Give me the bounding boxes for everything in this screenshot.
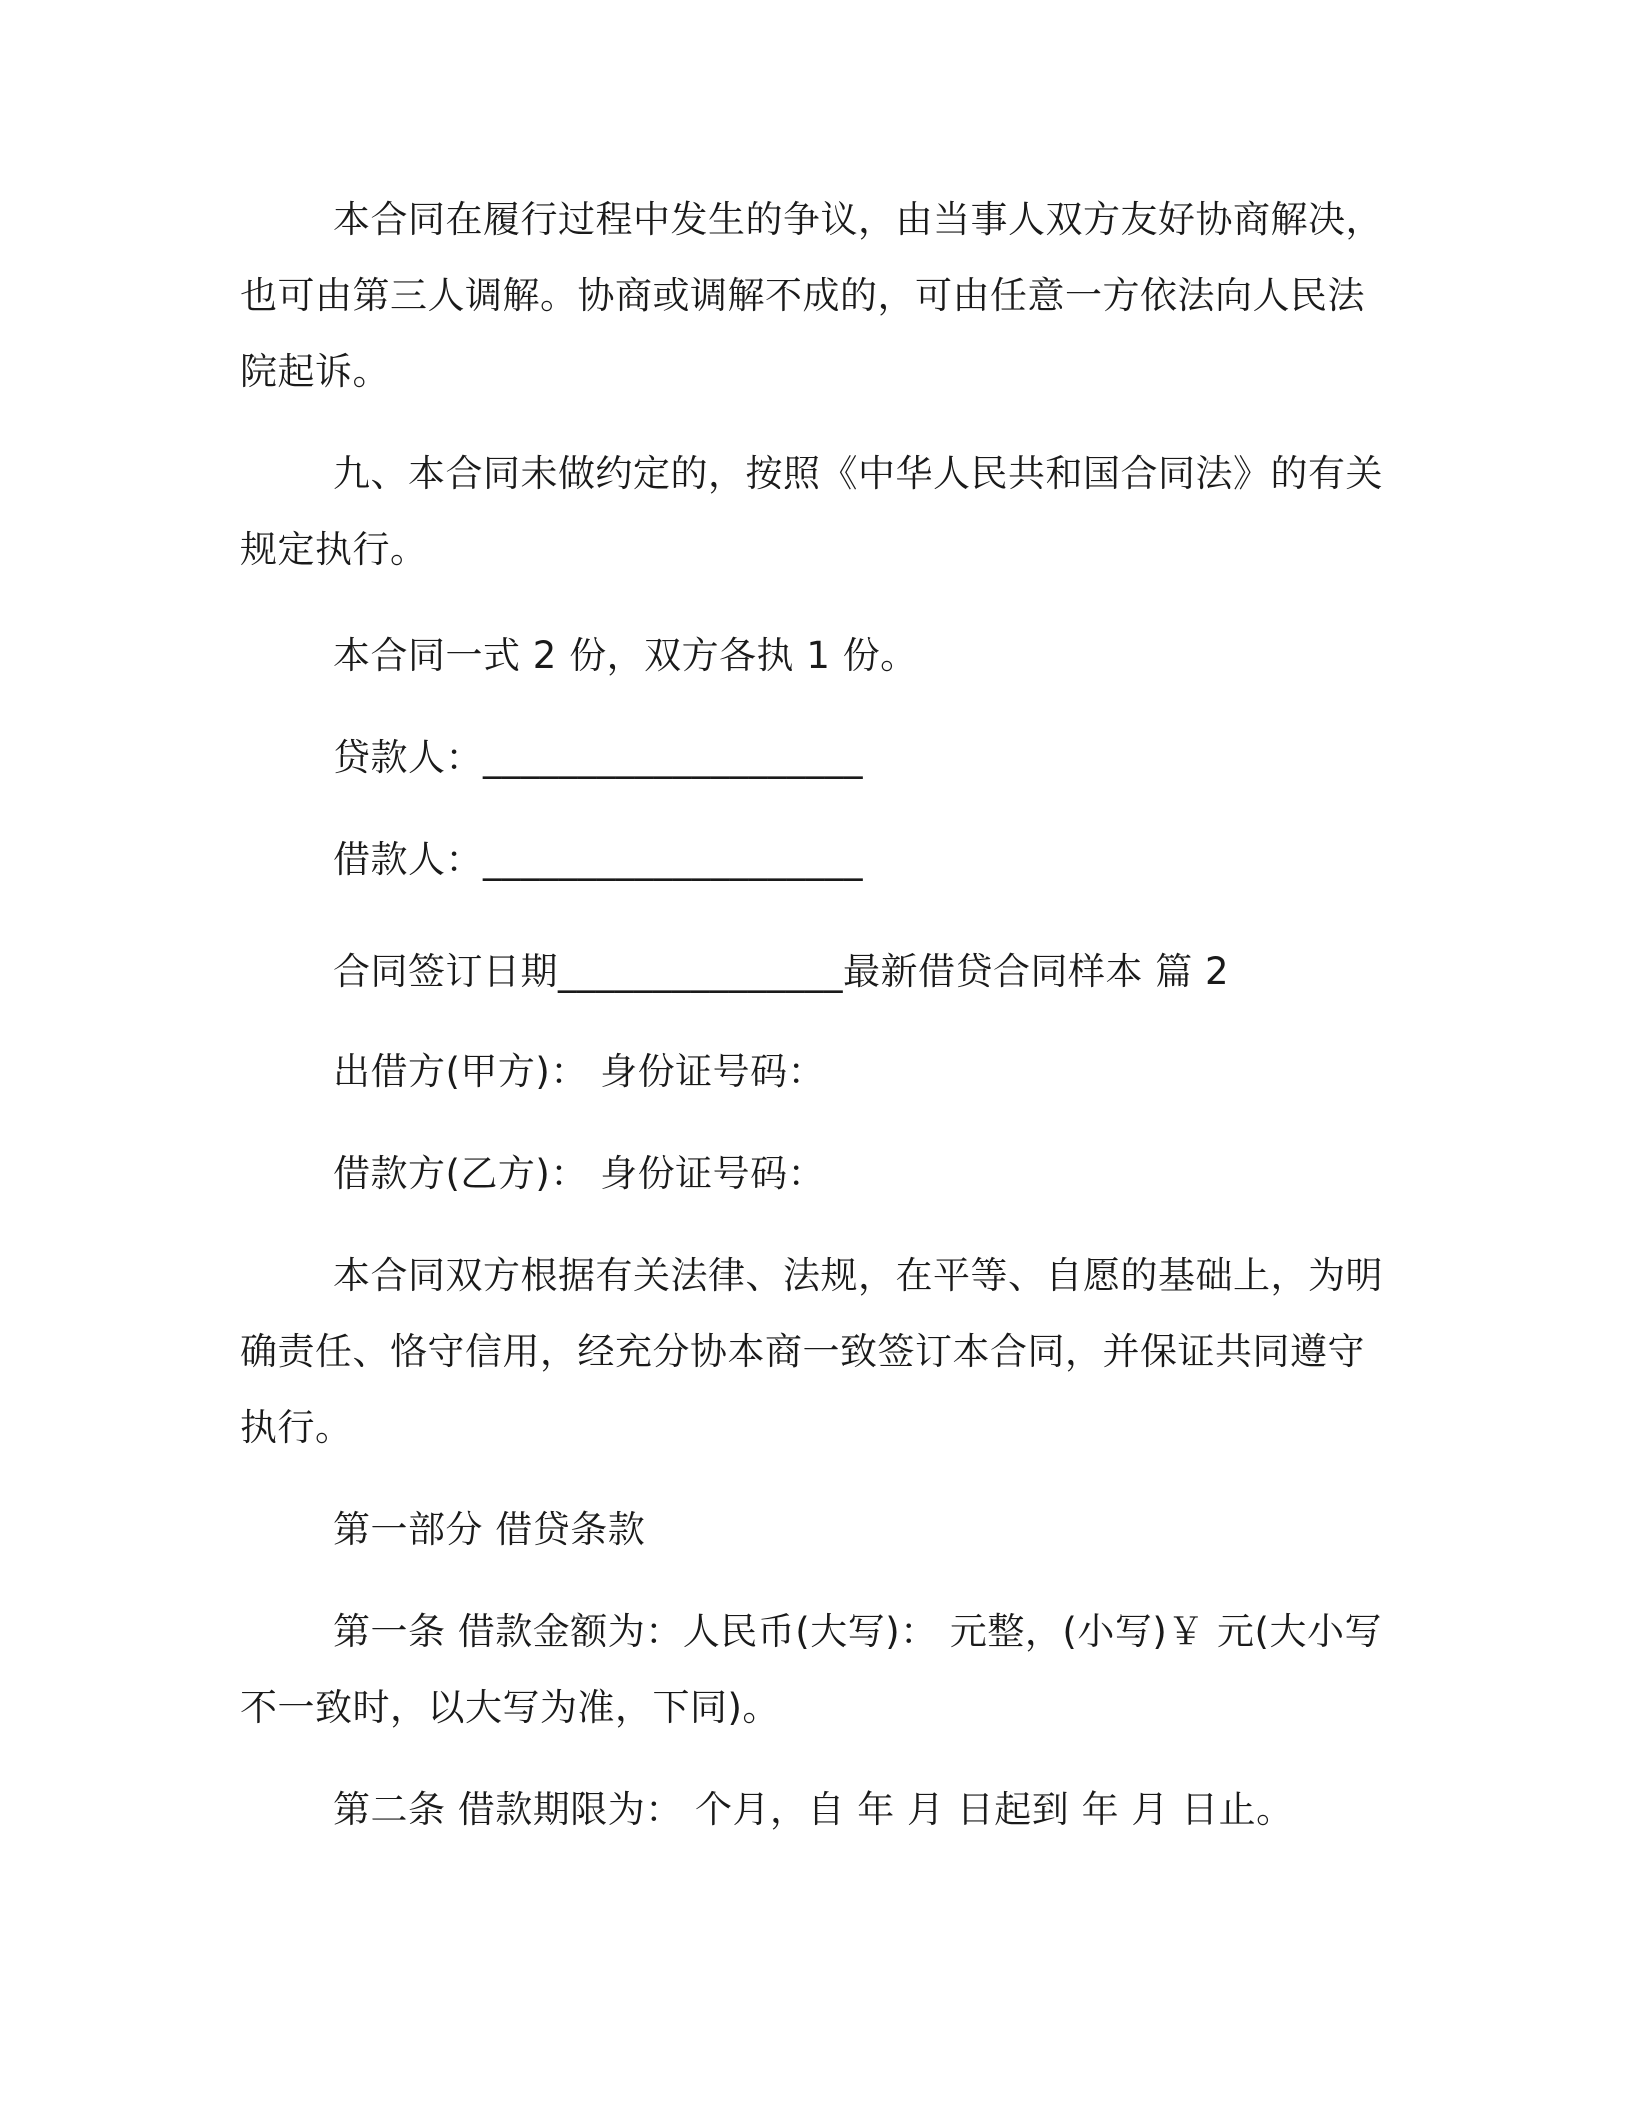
preamble-line-1: 本合同双方根据有关法律、法规，在平等、自愿的基础上，为明 bbox=[333, 1254, 1383, 1297]
party-b-line: 借款方(乙方)： 身份证号码： bbox=[333, 1152, 826, 1195]
clause-nine-line-1: 九、本合同未做约定的，按照《中华人民共和国合同法》的有关 bbox=[333, 452, 1383, 495]
borrower-signature-line: 借款人：____________________ bbox=[333, 838, 863, 881]
clause-nine-line-2: 规定执行。 bbox=[240, 528, 428, 571]
article-two-line: 第二条 借款期限为： 个月，自 年 月 日起到 年 月 日止。 bbox=[333, 1788, 1294, 1831]
preamble-line-2: 确责任、恪守信用，经充分协本商一致签订本合同，并保证共同遵守 bbox=[240, 1330, 1365, 1373]
paragraph-dispute-line-3: 院起诉。 bbox=[240, 350, 390, 393]
copies-statement: 本合同一式 2 份，双方各执 1 份。 bbox=[333, 634, 918, 677]
article-one-line-1: 第一条 借款金额为：人民币(大写)： 元整，(小写)￥ 元(大小写 bbox=[333, 1610, 1382, 1653]
lender-signature-line: 贷款人：____________________ bbox=[333, 736, 863, 779]
preamble-line-3: 执行。 bbox=[240, 1406, 353, 1449]
article-one-line-2: 不一致时，以大写为准，下同)。 bbox=[240, 1686, 780, 1729]
party-a-line: 出借方(甲方)： 身份证号码： bbox=[333, 1050, 826, 1093]
paragraph-dispute-line-1: 本合同在履行过程中发生的争议，由当事人双方友好协商解决， bbox=[333, 198, 1383, 241]
part-one-heading: 第一部分 借贷条款 bbox=[333, 1508, 646, 1551]
paragraph-dispute-line-2: 也可由第三人调解。协商或调解不成的，可由任意一方依法向人民法 bbox=[240, 274, 1365, 317]
sign-date-and-section-title: 合同签订日期_______________最新借贷合同样本 篇 2 bbox=[333, 950, 1230, 993]
